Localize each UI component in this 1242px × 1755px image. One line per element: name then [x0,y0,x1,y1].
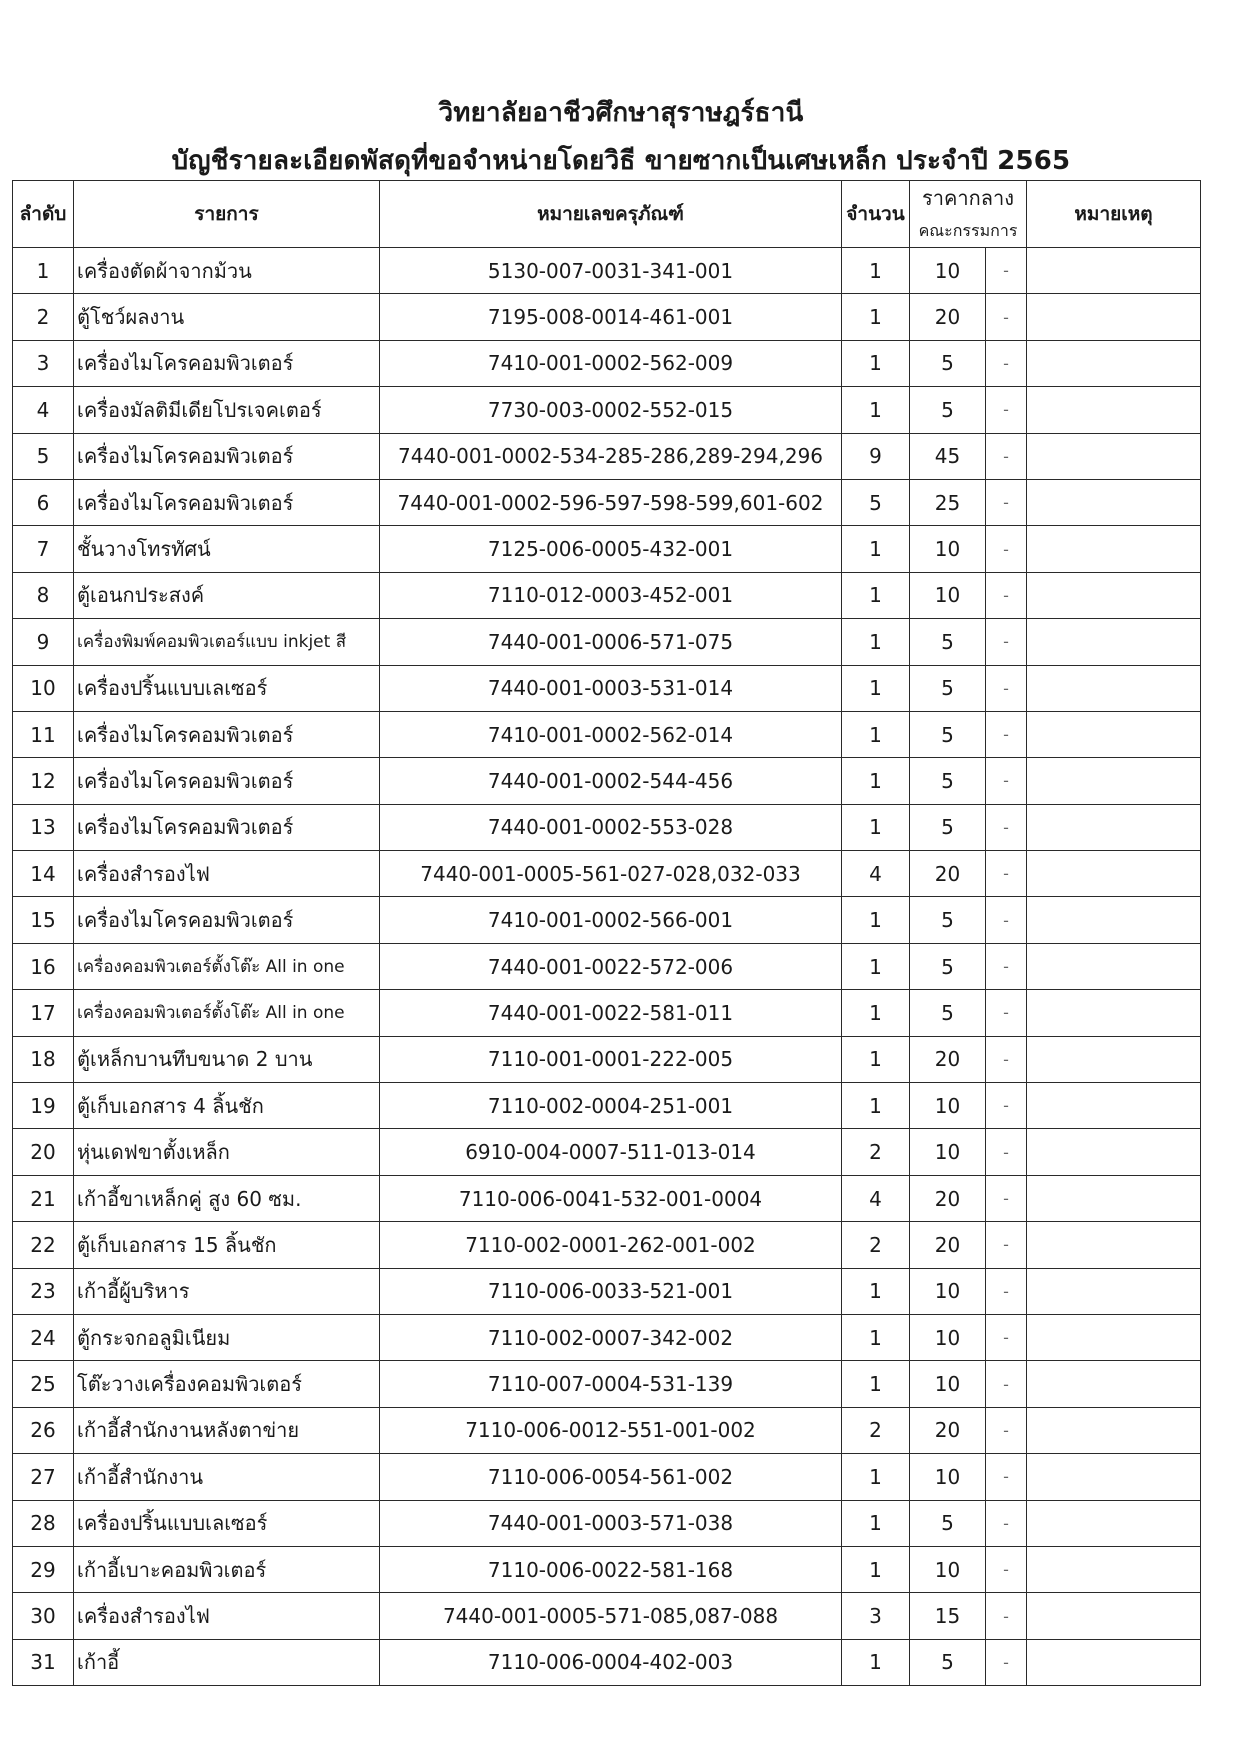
row-remark [1027,526,1201,572]
row-remark [1027,897,1201,943]
header-no: ลำดับ [13,181,74,248]
row-quantity: 1 [842,1500,910,1546]
row-quantity: 1 [842,1083,910,1129]
row-price-dash: - [986,943,1027,989]
row-number: 1 [13,248,74,294]
row-price-dash: - [986,897,1027,943]
row-number: 23 [13,1268,74,1314]
header-price: ราคากลาง [910,181,1027,216]
row-remark [1027,248,1201,294]
row-number: 5 [13,433,74,479]
row-price-dash: - [986,526,1027,572]
table-row [13,1314,1201,1360]
row-price-dash: - [986,1639,1027,1685]
row-quantity: 3 [842,1593,910,1639]
row-quantity: 1 [842,943,910,989]
row-price: 10 [910,1314,986,1360]
row-number: 18 [13,1036,74,1082]
row-price: 5 [910,387,986,433]
row-item-name: ตู้เอนกประสงค์ [74,572,380,618]
row-asset-code: 7730-003-0002-552-015 [380,387,842,433]
row-number: 14 [13,851,74,897]
row-number: 26 [13,1407,74,1453]
row-remark [1027,1036,1201,1082]
row-item-name: เครื่องปริ้นแบบเลเซอร์ [74,665,380,711]
row-asset-code: 7410-001-0002-562-009 [380,340,842,386]
row-price: 15 [910,1593,986,1639]
table-row [13,758,1201,804]
row-price: 5 [910,1639,986,1685]
row-asset-code: 7440-001-0002-544-456 [380,758,842,804]
row-price-dash: - [986,1593,1027,1639]
row-price: 10 [910,1361,986,1407]
row-quantity: 4 [842,851,910,897]
row-remark [1027,1222,1201,1268]
row-price: 5 [910,804,986,850]
table-row [13,1639,1201,1685]
row-price: 20 [910,1222,986,1268]
table-row [13,340,1201,386]
row-quantity: 1 [842,1314,910,1360]
row-price: 10 [910,1268,986,1314]
row-quantity: 9 [842,433,910,479]
table-row [13,990,1201,1036]
table-row [13,1500,1201,1546]
row-number: 17 [13,990,74,1036]
row-price: 5 [910,990,986,1036]
row-asset-code: 7110-006-0054-561-002 [380,1454,842,1500]
row-item-name: หุ่นเดฟขาตั้งเหล็ก [74,1129,380,1175]
row-price: 10 [910,1454,986,1500]
row-asset-code: 7110-006-0012-551-001-002 [380,1407,842,1453]
row-remark [1027,619,1201,665]
table-row [13,804,1201,850]
row-price-dash: - [986,711,1027,757]
row-asset-code: 7440-001-0005-571-085,087-088 [380,1593,842,1639]
row-price: 20 [910,1175,986,1221]
row-number: 4 [13,387,74,433]
row-price-dash: - [986,619,1027,665]
row-price: 20 [910,294,986,340]
row-item-name: เครื่องมัลติมีเดียโปรเจคเตอร์ [74,387,380,433]
row-remark [1027,851,1201,897]
row-price: 10 [910,572,986,618]
row-item-name: เครื่องไมโครคอมพิวเตอร์ [74,758,380,804]
row-number: 27 [13,1454,74,1500]
row-remark [1027,387,1201,433]
row-quantity: 1 [842,248,910,294]
row-price: 5 [910,943,986,989]
row-quantity: 1 [842,897,910,943]
row-asset-code: 7125-006-0005-432-001 [380,526,842,572]
row-asset-code: 7110-006-0033-521-001 [380,1268,842,1314]
row-price: 5 [910,619,986,665]
row-price: 10 [910,1546,986,1592]
row-item-name: เครื่องสำรองไฟ [74,1593,380,1639]
row-quantity: 1 [842,665,910,711]
row-price-dash: - [986,479,1027,525]
row-price-dash: - [986,248,1027,294]
row-number: 22 [13,1222,74,1268]
table-row [13,711,1201,757]
row-quantity: 1 [842,804,910,850]
row-remark [1027,1546,1201,1592]
row-remark [1027,758,1201,804]
row-number: 19 [13,1083,74,1129]
row-item-name: ตู้โชว์ผลงาน [74,294,380,340]
row-number: 11 [13,711,74,757]
table-row [13,248,1201,294]
row-quantity: 1 [842,572,910,618]
row-item-name: ตู้กระจกอลูมิเนียม [74,1314,380,1360]
row-quantity: 1 [842,1454,910,1500]
row-number: 8 [13,572,74,618]
row-price-dash: - [986,1222,1027,1268]
row-quantity: 1 [842,387,910,433]
table-row [13,851,1201,897]
row-item-name: เก้าอี้ผู้บริหาร [74,1268,380,1314]
row-number: 24 [13,1314,74,1360]
row-price-dash: - [986,851,1027,897]
row-remark [1027,1268,1201,1314]
row-remark [1027,943,1201,989]
row-asset-code: 7440-001-0002-534-285-286,289-294,296 [380,433,842,479]
row-item-name: เครื่องไมโครคอมพิวเตอร์ [74,340,380,386]
row-remark [1027,1593,1201,1639]
header-qty: จำนวน [842,181,910,248]
row-price-dash: - [986,433,1027,479]
row-remark [1027,340,1201,386]
document-subtitle: บัญชีรายละเอียดพัสดุที่ขอจำหน่ายโดยวิธี ขายซากเป็นเศษเหล็ก ประจำปี 2565 [171,146,1071,176]
row-price-dash: - [986,990,1027,1036]
row-price: 10 [910,248,986,294]
table-row [13,1036,1201,1082]
row-item-name: ตู้เก็บเอกสาร 4 ลิ้นชัก [74,1083,380,1129]
row-remark [1027,665,1201,711]
row-quantity: 1 [842,1639,910,1685]
row-item-name: เก้าอี้สำนักงานหลังตาข่าย [74,1407,380,1453]
row-number: 2 [13,294,74,340]
row-asset-code: 7440-001-0006-571-075 [380,619,842,665]
row-quantity: 1 [842,1268,910,1314]
table-row [13,433,1201,479]
row-number: 31 [13,1639,74,1685]
row-quantity: 2 [842,1407,910,1453]
row-number: 16 [13,943,74,989]
row-remark [1027,990,1201,1036]
row-number: 25 [13,1361,74,1407]
row-remark [1027,804,1201,850]
row-asset-code: 7110-006-0041-532-001-0004 [380,1175,842,1221]
row-remark [1027,711,1201,757]
row-number: 28 [13,1500,74,1546]
row-price: 5 [910,897,986,943]
row-remark [1027,433,1201,479]
row-price-dash: - [986,1500,1027,1546]
table-row [13,1593,1201,1639]
row-asset-code: 5130-007-0031-341-001 [380,248,842,294]
row-asset-code: 7440-001-0022-581-011 [380,990,842,1036]
row-remark [1027,1314,1201,1360]
row-asset-code: 7110-002-0001-262-001-002 [380,1222,842,1268]
table-row [13,943,1201,989]
row-quantity: 1 [842,990,910,1036]
row-asset-code: 7110-002-0007-342-002 [380,1314,842,1360]
row-asset-code: 7440-001-0003-571-038 [380,1500,842,1546]
row-quantity: 5 [842,479,910,525]
row-item-name: เครื่องคอมพิวเตอร์ตั้งโต๊ะ All in one [74,943,380,989]
row-asset-code: 7440-001-0002-596-597-598-599,601-602 [380,479,842,525]
row-price: 5 [910,1500,986,1546]
row-item-name: เก้าอี้เบาะคอมพิวเตอร์ [74,1546,380,1592]
table-row [13,1546,1201,1592]
row-asset-code: 7110-006-0022-581-168 [380,1546,842,1592]
row-number: 3 [13,340,74,386]
row-number: 21 [13,1175,74,1221]
table-row [13,1454,1201,1500]
row-asset-code: 7110-006-0004-402-003 [380,1639,842,1685]
row-asset-code: 7195-008-0014-461-001 [380,294,842,340]
row-asset-code: 7440-001-0022-572-006 [380,943,842,989]
row-number: 6 [13,479,74,525]
table-row [13,479,1201,525]
row-item-name: เครื่องไมโครคอมพิวเตอร์ [74,897,380,943]
row-price: 5 [910,758,986,804]
header-remark: หมายเหตุ [1027,181,1201,248]
row-item-name: เครื่องไมโครคอมพิวเตอร์ [74,804,380,850]
row-price-dash: - [986,294,1027,340]
row-remark [1027,1361,1201,1407]
row-remark [1027,1500,1201,1546]
table-row [13,665,1201,711]
row-price-dash: - [986,1129,1027,1175]
row-quantity: 1 [842,758,910,804]
row-asset-code: 6910-004-0007-511-013-014 [380,1129,842,1175]
row-asset-code: 7110-007-0004-531-139 [380,1361,842,1407]
row-number: 15 [13,897,74,943]
row-quantity: 2 [842,1129,910,1175]
row-item-name: เก้าอี้สำนักงาน [74,1454,380,1500]
row-remark [1027,1083,1201,1129]
row-number: 29 [13,1546,74,1592]
row-quantity: 1 [842,1361,910,1407]
row-price-dash: - [986,1361,1027,1407]
row-remark [1027,1129,1201,1175]
row-remark [1027,1175,1201,1221]
header-committee: คณะกรรมการ [910,215,1027,248]
row-number: 12 [13,758,74,804]
row-quantity: 1 [842,1036,910,1082]
row-asset-code: 7440-001-0003-531-014 [380,665,842,711]
row-price-dash: - [986,1454,1027,1500]
row-price-dash: - [986,387,1027,433]
row-remark [1027,1407,1201,1453]
row-price: 10 [910,526,986,572]
table-row [13,897,1201,943]
table-row [13,1407,1201,1453]
row-item-name: เครื่องคอมพิวเตอร์ตั้งโต๊ะ All in one [74,990,380,1036]
row-asset-code: 7410-001-0002-566-001 [380,897,842,943]
header-code: หมายเลขครุภัณฑ์ [380,181,842,248]
table-row [13,387,1201,433]
row-item-name: เครื่องตัดผ้าจากม้วน [74,248,380,294]
row-item-name: เก้าอี้ขาเหล็กคู่ สูง 60 ซม. [74,1175,380,1221]
row-quantity: 1 [842,294,910,340]
row-price-dash: - [986,1175,1027,1221]
row-remark [1027,1639,1201,1685]
row-price: 5 [910,340,986,386]
row-item-name: ตู้เหล็กบานทึบขนาด 2 บาน [74,1036,380,1082]
row-remark [1027,572,1201,618]
row-price: 10 [910,1083,986,1129]
row-asset-code: 7110-012-0003-452-001 [380,572,842,618]
row-price: 10 [910,1129,986,1175]
table-row [13,1129,1201,1175]
row-item-name: เครื่องพิมพ์คอมพิวเตอร์แบบ inkjet สี [74,619,380,665]
row-quantity: 1 [842,340,910,386]
row-price-dash: - [986,1407,1027,1453]
disposal-items-table [12,180,1201,1686]
table-row [13,294,1201,340]
table-row [13,1268,1201,1314]
row-quantity: 2 [842,1222,910,1268]
row-asset-code: 7110-002-0004-251-001 [380,1083,842,1129]
row-price: 20 [910,1407,986,1453]
row-quantity: 1 [842,1546,910,1592]
row-remark [1027,1454,1201,1500]
row-price-dash: - [986,340,1027,386]
row-price-dash: - [986,1036,1027,1082]
row-item-name: ชั้นวางโทรทัศน์ [74,526,380,572]
row-asset-code: 7410-001-0002-562-014 [380,711,842,757]
row-item-name: เครื่องไมโครคอมพิวเตอร์ [74,479,380,525]
row-number: 10 [13,665,74,711]
row-quantity: 1 [842,526,910,572]
row-item-name: เครื่องไมโครคอมพิวเตอร์ [74,711,380,757]
row-asset-code: 7110-001-0001-222-005 [380,1036,842,1082]
row-number: 20 [13,1129,74,1175]
table-row [13,1175,1201,1221]
table-row [13,619,1201,665]
row-quantity: 1 [842,711,910,757]
row-price-dash: - [986,1083,1027,1129]
row-item-name: เก้าอี้ [74,1639,380,1685]
document-title: วิทยาลัยอาชีวศึกษาสุราษฎร์ธานี [438,98,804,128]
row-price: 45 [910,433,986,479]
row-price: 5 [910,665,986,711]
table-row [13,1083,1201,1129]
row-remark [1027,479,1201,525]
row-number: 13 [13,804,74,850]
row-item-name: โต๊ะวางเครื่องคอมพิวเตอร์ [74,1361,380,1407]
row-price-dash: - [986,572,1027,618]
row-price-dash: - [986,758,1027,804]
row-price: 5 [910,711,986,757]
row-number: 7 [13,526,74,572]
row-price-dash: - [986,804,1027,850]
table-row [13,1222,1201,1268]
row-asset-code: 7440-001-0005-561-027-028,032-033 [380,851,842,897]
header-item: รายการ [74,181,380,248]
row-number: 30 [13,1593,74,1639]
row-quantity: 1 [842,619,910,665]
row-remark [1027,294,1201,340]
row-item-name: เครื่องสำรองไฟ [74,851,380,897]
row-price-dash: - [986,1314,1027,1360]
table-body [13,248,1201,1686]
row-item-name: เครื่องไมโครคอมพิวเตอร์ [74,433,380,479]
table-row [13,1361,1201,1407]
row-asset-code: 7440-001-0002-553-028 [380,804,842,850]
row-price: 20 [910,851,986,897]
row-price-dash: - [986,1546,1027,1592]
table-row [13,572,1201,618]
row-price: 25 [910,479,986,525]
row-number: 9 [13,619,74,665]
row-price: 20 [910,1036,986,1082]
row-item-name: ตู้เก็บเอกสาร 15 ลิ้นชัก [74,1222,380,1268]
table-row [13,526,1201,572]
row-price-dash: - [986,1268,1027,1314]
row-item-name: เครื่องปริ้นแบบเลเซอร์ [74,1500,380,1546]
row-price-dash: - [986,665,1027,711]
row-quantity: 4 [842,1175,910,1221]
